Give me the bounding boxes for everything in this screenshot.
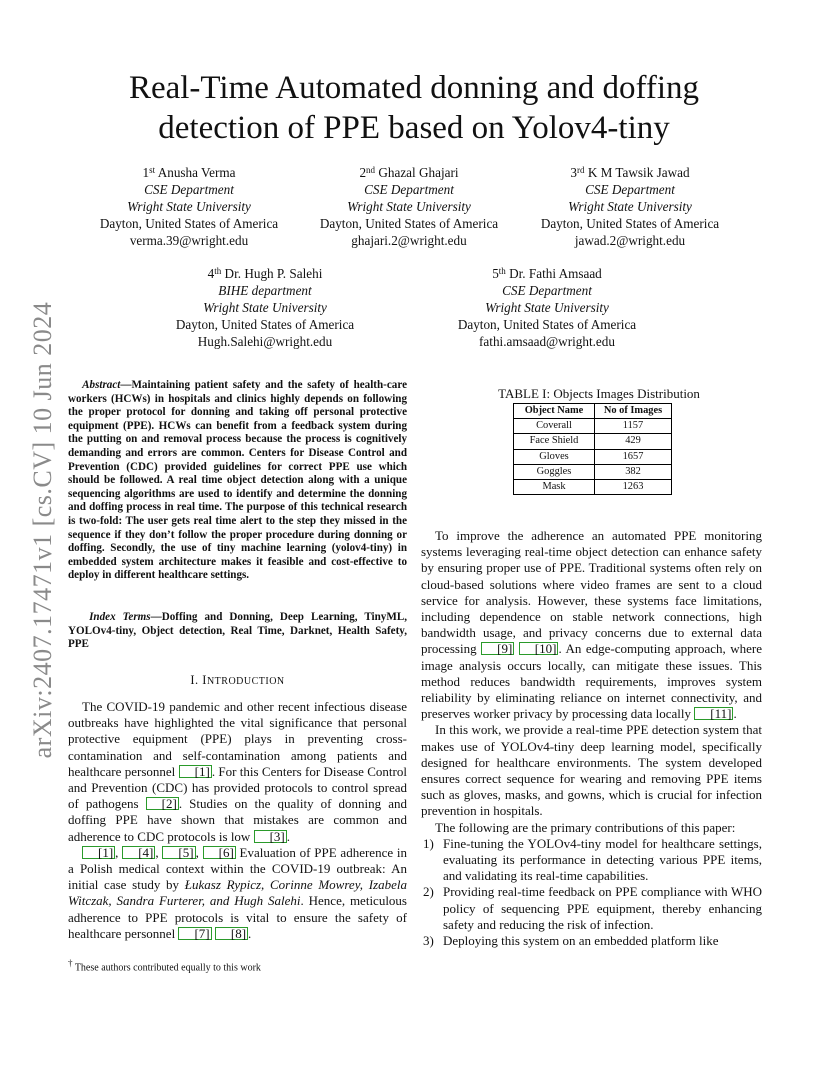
author-block-2: 2nd Ghazal Ghajari CSE Department Wright State University Dayton, United States of America ghajari.2@wright.edu bbox=[306, 164, 512, 249]
footnote: † These authors contributed equally to this work bbox=[68, 958, 261, 974]
author-email[interactable]: fathi.amsaad@wright.edu bbox=[479, 334, 615, 349]
list-item: 2) Providing real-time feedback on PPE compliance with WHO policy of sequencing PPE equipment, thereby enhancing safety and reducing the risk of infection. bbox=[423, 884, 762, 932]
citation-link[interactable]: [1] bbox=[82, 846, 115, 859]
author-email[interactable]: verma.39@wright.edu bbox=[129, 233, 249, 248]
table-row: Goggles 382 bbox=[514, 464, 672, 479]
author-block-5: 5th Dr. Fathi Amsaad CSE Department Wright State University Dayton, United States of America fathi.amsaad@wright.edu bbox=[444, 265, 650, 350]
citation-link[interactable]: [4] bbox=[122, 846, 155, 859]
section-heading: I. INTRODUCTION bbox=[190, 673, 285, 687]
list-item: 1) Fine-tuning the YOLOv4-tiny model for healthcare settings, evaluating its performance in detecting various PPE items, and validating its real-time capabilities. bbox=[423, 835, 762, 884]
abstract: Abstract—Maintaining patient safety and the safety of health-care workers (HCWs) in hospitals and clinics highly depends on following the proper protocol for donning and taking off personal protective equipment (PPE). HCWs can benefit from a feedback system during the putting on and removal process because the process is cognitively demanding and errors are common. Centers for Disease Control and Prevention (CDC) provided guidelines for correct PPE use which should be followed. A real time object detection along with a unique sequencing algorithms are used to identify and determine the donning and doffing process in real time. The purpose of this technical research is two-fold: The user gets real time alert to the step they missed in the sequence if they don’t follow the proper procedure during donning or doffing. Secondly, the use of tiny machine learning (yolov4-tiny) in embedded system architecture makes it feasible and cost-effective to deploy in different healthcare settings. bbox=[68, 379, 407, 582]
citation-link[interactable]: [2] bbox=[146, 797, 179, 810]
table-caption: TABLE I: Objects Images Distribution bbox=[498, 386, 700, 401]
citation-link[interactable]: [7] bbox=[178, 927, 211, 940]
table-header: No of Images bbox=[595, 404, 672, 419]
author-email[interactable]: ghajari.2@wright.edu bbox=[351, 233, 467, 248]
citation-link[interactable]: [5] bbox=[162, 846, 195, 859]
table-row: Mask 1263 bbox=[514, 480, 672, 495]
table-header: Object Name bbox=[514, 404, 595, 419]
citation-link[interactable]: [1] bbox=[179, 765, 212, 778]
author-block-3: 3rd K M Tawsik Jawad CSE Department Wright State University Dayton, United States of America jawad.2@wright.edu bbox=[527, 164, 733, 249]
citation-link[interactable]: [3] bbox=[254, 830, 287, 843]
author-block-1: 1st Anusha Verma CSE Department Wright State University Dayton, United States of America verma.39@wright.edu bbox=[86, 164, 292, 249]
citation-link[interactable]: [10] bbox=[519, 642, 559, 655]
paper-title: Real-Time Automated donning and doffing detection of PPE based on Yolov4-tiny bbox=[128, 70, 700, 146]
table-row: Gloves 1657 bbox=[514, 449, 672, 464]
list-item: 3) Deploying this system on an embedded platform like bbox=[423, 933, 719, 949]
author-email[interactable]: jawad.2@wright.edu bbox=[574, 233, 686, 248]
index-terms: Index Terms—Doffing and Donning, Deep Learning, TinyML, YOLOv4-tiny, Object detection, Real Time, Darknet, Health Safety, PPE bbox=[68, 611, 407, 651]
citation-link[interactable]: [6] bbox=[203, 846, 236, 859]
objects-table bbox=[513, 403, 672, 495]
intro-text: The COVID-19 pandemic and other recent infectious disease outbreaks have highlighted the vital significance that personal protective equipment (PPE) plays in preventing cross-contamination and self-contamination among patients and healthcare personnel [1] . For this Centers for Disease Control and Prevention (CDC) has provided protocols to control spread of pathogens [2] . Studies on the quality of donning and doffing PPE have shown that mistakes are common and adherence to CDC protocols is low [3] . [1] , [4] , [5] , [6] Evaluation of PPE adherence in a Polish medical context within the COVID-19 outbreak: An initial case study by Łukasz Rypicz, Corinne Mowrey, Izabela Witczak, Sandra Furterer, and Hugh Salehi. Hence, meticulous adherence to PPE protocols is vital to ensure the safety of healthcare personnel [7] [8] . bbox=[68, 699, 408, 941]
contributions-list bbox=[421, 836, 762, 949]
table-row: Coverall 1157 bbox=[514, 419, 672, 434]
citation-link[interactable]: [8] bbox=[215, 927, 248, 940]
citation-link[interactable]: [11] bbox=[694, 707, 733, 720]
right-column-text: To improve the adherence an automated PPE monitoring systems leveraging real-time object detection can enhance safety by ensuring proper use of PPE. Traditional systems often rely on cloud-based solutions where video frames are sent to a cloud service for analysis. However, these systems face limitations, including dependence on stable network connections, high bandwidth usage, and privacy concerns due to external data processing [9] [10] . An edge-computing approach, where image analysis occurs locally, can mitigate these issues. This method reduces bandwidth requirements, improves system reliability by eliminating reliance on internet connectivity, and preserves worker privacy by processing data locally [11] . In this work, we provide a real-time PPE detection system that makes use of YOLOv4-tiny deep learning model, specifically designed for healthcare environments. The system developed ensures correct sequence for wearing and removing PPE items such as gloves, masks, and gowns, which is crucial for infection prevention in hospitals. The following are the primary contributions of this paper: 1) Fine-tuning the YOLOv4-tiny model for healthcare settings, evaluating its performance in detecting various PPE items, and validating its real-time capabilities. 2) Providing real-time feedback on PPE compliance with WHO policy of sequencing PPE equipment, thereby enhancing safety and reducing the risk of infection. 3) Deploying this system on an embedded platform like bbox=[421, 528, 762, 949]
table-row: Face Shield 429 bbox=[514, 434, 672, 449]
author-email[interactable]: Hugh.Salehi@wright.edu bbox=[197, 334, 333, 349]
citation-link[interactable]: [9] bbox=[481, 642, 514, 655]
author-block-4: 4th Dr. Hugh P. Salehi BIHE department Wright State University Dayton, United States of America Hugh.Salehi@wright.edu bbox=[162, 265, 368, 350]
arxiv-stamp: arXiv:2407.17471v1 [cs.CV] 10 Jun 2024 bbox=[28, 301, 57, 759]
